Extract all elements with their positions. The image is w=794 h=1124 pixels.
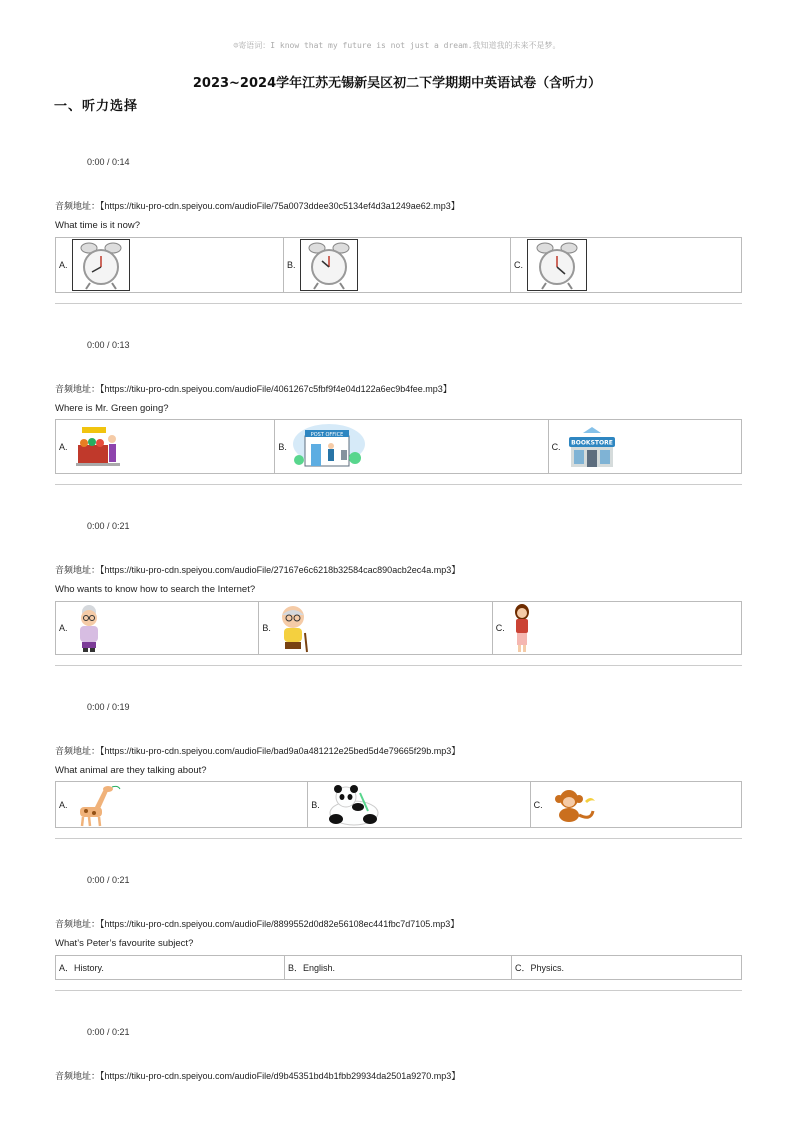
question-text: What’s Peter’s favourite subject?	[55, 938, 194, 949]
clock-icon	[72, 239, 130, 291]
options-row	[55, 955, 742, 980]
options-row	[55, 781, 742, 828]
option-label: A.	[59, 441, 68, 452]
post-office-icon	[291, 422, 367, 472]
bookstore-icon	[565, 423, 619, 471]
woman-icon	[509, 603, 535, 653]
question-text: What animal are they talking about?	[55, 765, 207, 776]
post-office-sign: POST OFFICE	[310, 431, 344, 438]
option-c[interactable]	[549, 420, 741, 473]
audio-time[interactable]: 0:00 / 0:13	[87, 340, 130, 350]
option-a[interactable]	[56, 420, 275, 473]
option-label: B.	[287, 260, 296, 270]
motto: ☺寄语词：I know that my future is not just a dream.我知道我的未来不是梦。	[233, 41, 561, 50]
audio-time[interactable]: 0:00 / 0:21	[87, 1027, 130, 1037]
option-b[interactable]	[308, 782, 530, 827]
section-heading: 一、听力选择	[54, 99, 139, 114]
clock-icon	[300, 239, 358, 291]
option-label: B.	[262, 623, 271, 633]
audio-time[interactable]: 0:00 / 0:14	[87, 157, 130, 167]
audio-address: 音频地址：【https://tiku-pro-cdn.speiyou.com/audioFile/8899552d0d82e56108ec441fbc7d7105.mp3】	[55, 919, 460, 929]
option-label: C.	[514, 260, 523, 270]
option-label: C.	[533, 799, 543, 810]
giraffe-icon	[72, 783, 122, 827]
grandpa-icon	[275, 603, 311, 653]
monkey-icon	[547, 785, 601, 825]
option-b[interactable]	[284, 238, 511, 292]
panda-icon	[324, 783, 382, 827]
bookstore-sign: BOOKSTORE	[570, 439, 613, 446]
option-a[interactable]: A．History.	[56, 956, 285, 979]
option-c[interactable]	[493, 602, 741, 654]
options-row	[55, 237, 742, 293]
clock-icon	[527, 239, 587, 291]
option-c[interactable]	[531, 782, 741, 827]
question-text: What time is it now?	[55, 220, 140, 231]
divider	[55, 484, 742, 485]
option-b[interactable]	[259, 602, 492, 654]
option-c[interactable]: C．Physics.	[515, 963, 565, 973]
option-c[interactable]	[511, 238, 741, 292]
option-b[interactable]	[275, 420, 548, 473]
audio-address: 音频地址：【https://tiku-pro-cdn.speiyou.com/audioFile/bad9a0a481212e25bed5d4e79665f29b.mp3】	[55, 746, 461, 756]
options-row	[55, 419, 742, 474]
option-label: C.	[495, 623, 505, 633]
option-b[interactable]: B．English.	[285, 956, 512, 979]
audio-time[interactable]: 0:00 / 0:19	[87, 702, 130, 712]
audio-address: 音频地址：【https://tiku-pro-cdn.speiyou.com/audioFile/27167e6c6218b32584cac890acb2ec4a.mp3】	[55, 565, 461, 575]
audio-address: 音频地址：【https://tiku-pro-cdn.speiyou.com/audioFile/4061267c5fbf9f4e04d122a6ec9b4fee.mp3】	[55, 384, 452, 394]
audio-time[interactable]: 0:00 / 0:21	[87, 521, 130, 531]
audio-time[interactable]: 0:00 / 0:21	[87, 875, 130, 885]
option-label: B.	[311, 799, 320, 810]
grandma-icon	[72, 603, 106, 653]
option-label: A.	[59, 260, 68, 270]
option-label: C.	[551, 441, 561, 452]
option-label: A.	[59, 799, 68, 810]
question-text: Who wants to know how to search the Internet?	[55, 584, 256, 595]
divider	[55, 990, 742, 991]
page-title: 2023~2024学年江苏无锡新吴区初二下学期期中英语试卷（含听力）	[192, 76, 602, 91]
audio-address: 音频地址：【https://tiku-pro-cdn.speiyou.com/audioFile/75a0073ddee30c5134ef4d3a1249ae62.mp3】	[55, 201, 460, 211]
market-icon	[72, 423, 122, 471]
question-text: Where is Mr. Green going?	[55, 403, 169, 414]
audio-address: 音频地址：【https://tiku-pro-cdn.speiyou.com/audioFile/d9b45351bd4b1fbb29934da2501a9270.mp3】	[55, 1071, 461, 1081]
option-label: B.	[278, 441, 287, 452]
option-a[interactable]	[56, 782, 308, 827]
options-row	[55, 601, 742, 655]
option-a[interactable]	[56, 238, 284, 292]
option-label: A.	[59, 623, 68, 633]
divider	[55, 665, 742, 666]
divider	[55, 838, 742, 839]
divider	[55, 303, 742, 304]
option-a[interactable]	[56, 602, 259, 654]
